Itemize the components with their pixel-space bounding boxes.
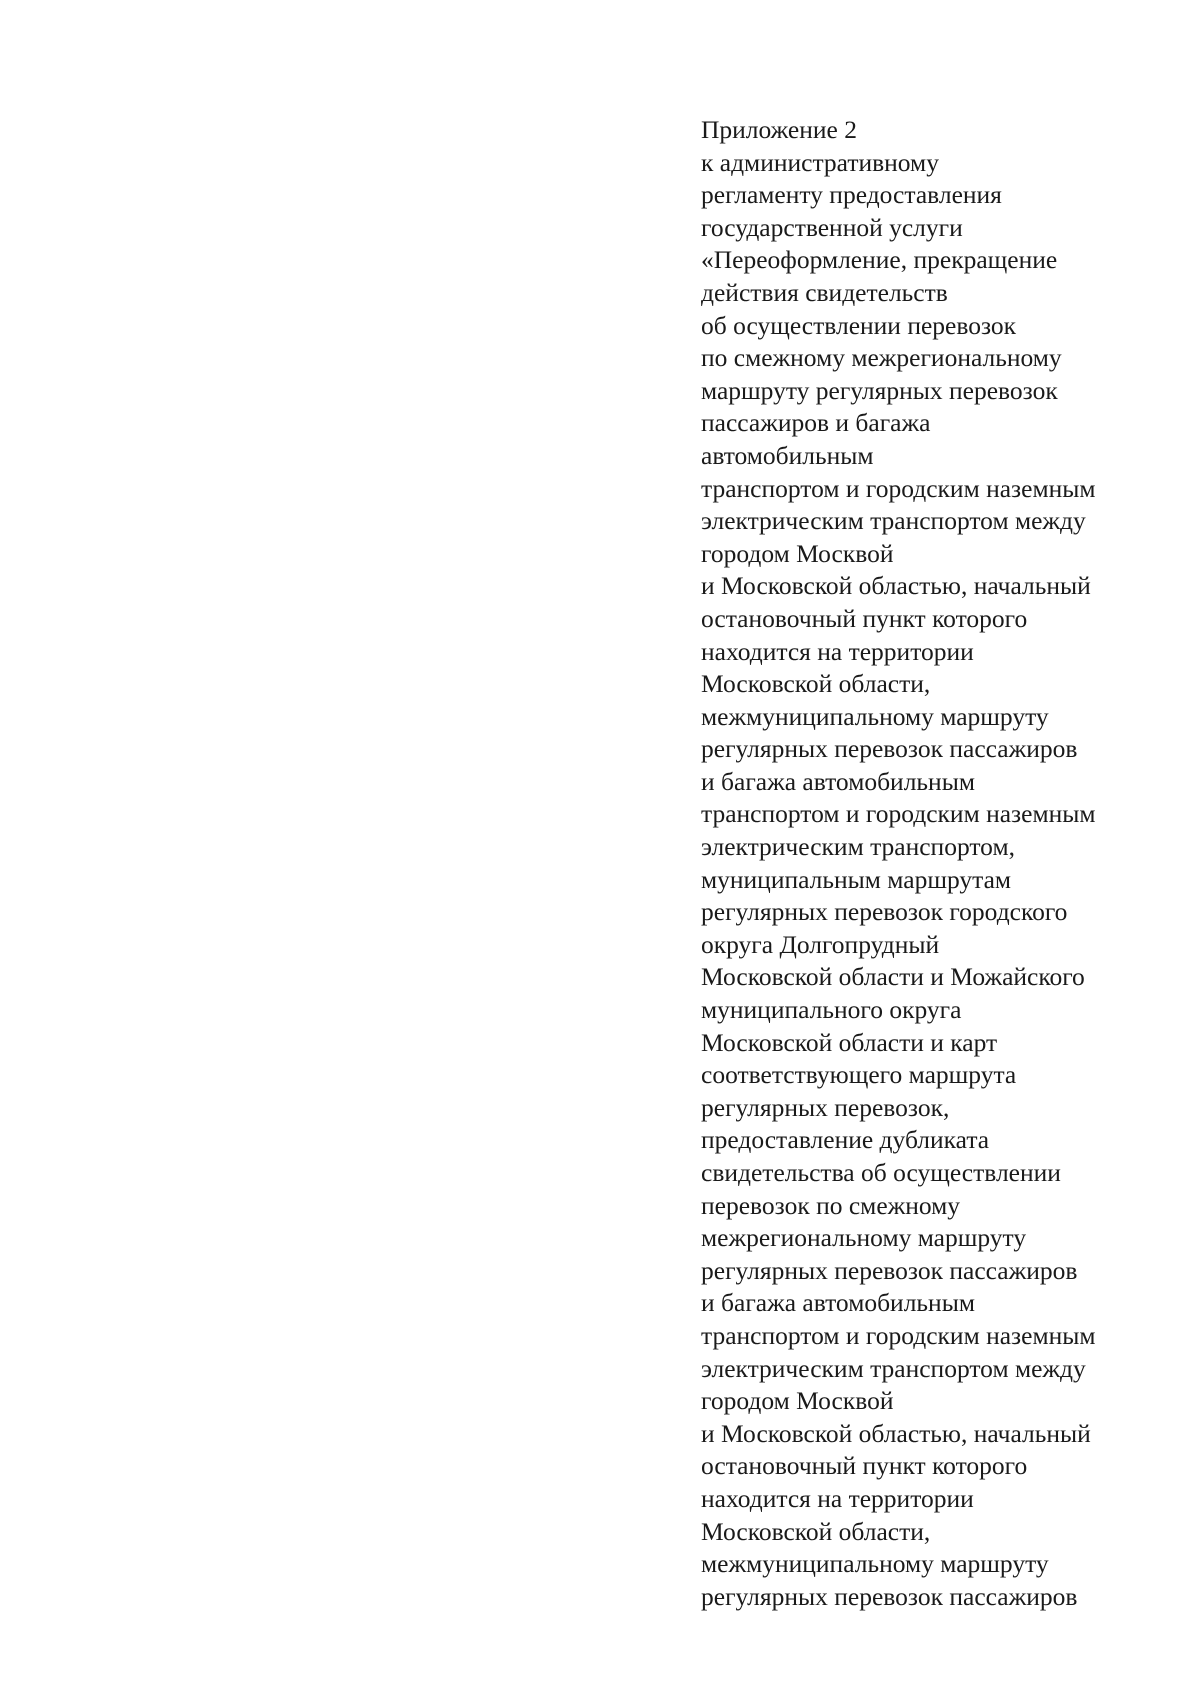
appendix-line: пассажиров и багажа [701, 408, 931, 438]
appendix-line: маршруту регулярных перевозок [701, 375, 1058, 405]
appendix-line: городом Москвой [701, 1386, 894, 1416]
appendix-line: межрегиональному маршруту [701, 1223, 1027, 1253]
appendix-line: электрическим транспортом, [701, 832, 1015, 862]
appendix-line: муниципального округа [701, 995, 962, 1025]
appendix-line: регулярных перевозок, [701, 1092, 950, 1122]
appendix-line: к административному [701, 147, 939, 177]
appendix-line: по смежному межрегиональному [701, 343, 1062, 373]
appendix-line: соответствующего маршрута [701, 1060, 1017, 1090]
appendix-line: регулярных перевозок городского [701, 897, 1068, 927]
appendix-line: Московской области и Можайского [701, 962, 1085, 992]
appendix-line: действия свидетельств [701, 277, 948, 307]
appendix-line: и багажа автомобильным [701, 1288, 975, 1318]
appendix-line: перевозок по смежному [701, 1190, 961, 1220]
appendix-line: муниципальным маршрутам [701, 864, 1012, 894]
appendix-line: транспортом и городским наземным [701, 799, 1096, 829]
appendix-line: остановочный пункт которого [701, 1451, 1028, 1481]
appendix-line: транспортом и городским наземным [701, 1320, 1096, 1350]
appendix-line: регулярных перевозок пассажиров [701, 1255, 1078, 1285]
appendix-line: находится на территории [701, 636, 974, 666]
appendix-line: регулярных перевозок пассажиров [701, 1581, 1078, 1611]
appendix-line: и Московской областью, начальный [701, 1418, 1091, 1448]
appendix-line: и Московской областью, начальный [701, 571, 1091, 601]
appendix-line: автомобильным [701, 440, 874, 470]
appendix-line: регламенту предоставления [701, 180, 1002, 210]
appendix-line: находится на территории [701, 1483, 974, 1513]
appendix-line: и багажа автомобильным [701, 766, 975, 796]
appendix-line: электрическим транспортом между [701, 1353, 1086, 1383]
appendix-line: округа Долгопрудный [701, 929, 940, 959]
appendix-line: Московской области, [701, 669, 931, 699]
appendix-line: предоставление дубликата [701, 1125, 990, 1155]
appendix-line: свидетельства об осуществлении [701, 1158, 1061, 1187]
appendix-line: межмуниципальному маршруту [701, 1549, 1049, 1579]
appendix-line: межмуниципальному маршруту [701, 701, 1049, 731]
appendix-header-block [701, 114, 1171, 1613]
appendix-line: городом Москвой [701, 538, 894, 568]
appendix-line: регулярных перевозок пассажиров [701, 734, 1078, 764]
appendix-line: транспортом и городским наземным [701, 473, 1096, 503]
appendix-line: Московской области, [701, 1516, 931, 1546]
appendix-line: электрическим транспортом между [701, 506, 1086, 536]
appendix-line: государственной услуги [701, 212, 963, 242]
appendix-line: «Переоформление, прекращение [701, 245, 1058, 275]
appendix-line: об осуществлении перевозок [701, 310, 1017, 340]
appendix-line: Приложение 2 [701, 115, 857, 144]
appendix-line: остановочный пункт которого [701, 603, 1028, 633]
appendix-line: Московской области и карт [701, 1027, 998, 1057]
